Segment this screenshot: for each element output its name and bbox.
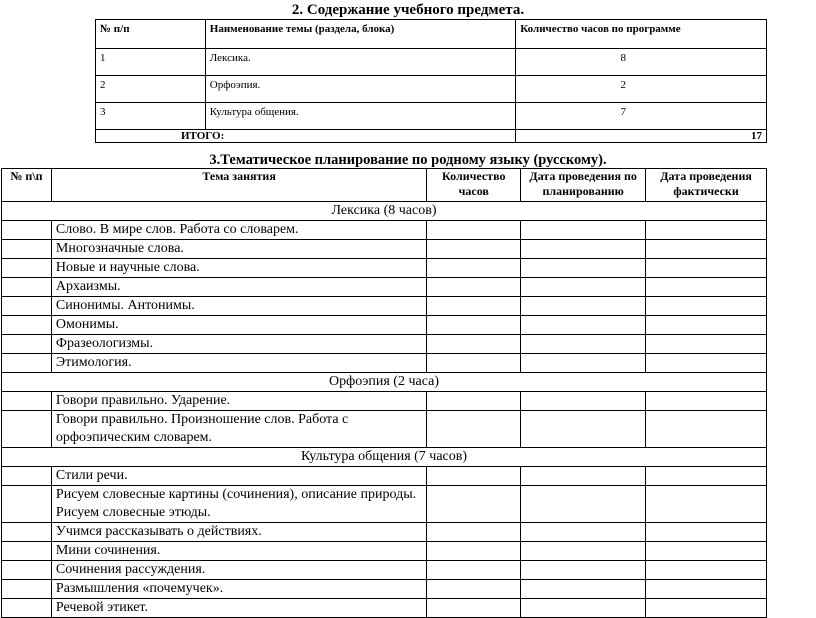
content-table	[95, 19, 767, 143]
row-number: 3	[96, 103, 206, 130]
row-name: Культура общения.	[205, 103, 515, 130]
section-3-title: 3.Тематическое планирование по родному языку (русскому).	[209, 152, 607, 168]
header-actual-date: Дата проведения фактически	[646, 169, 767, 202]
table-row	[2, 411, 767, 448]
lesson-topic: Рисуем словесные картины (сочинения), описание природы. Рисуем словесные этюды.	[51, 486, 426, 523]
lesson-topic: Фразеологизмы.	[51, 335, 426, 354]
planning-table	[1, 168, 767, 618]
lesson-topic: Омонимы.	[51, 316, 426, 335]
header-lesson-topic: Тема занятия	[51, 169, 426, 202]
row-name: Орфоэпия.	[205, 76, 515, 103]
total-value: 17	[516, 130, 767, 143]
lesson-topic: Многозначные слова.	[51, 240, 426, 259]
total-label: ИТОГО:	[96, 130, 516, 143]
lesson-topic: Мини сочинения.	[51, 542, 426, 561]
lesson-topic: Этимология.	[51, 354, 426, 373]
lesson-topic: Слово. В мире слов. Работа со словарем.	[51, 221, 426, 240]
lesson-topic: Говори правильно. Произношение слов. Работа с орфоэпическим словарем.	[51, 411, 426, 448]
row-number: 1	[96, 49, 206, 76]
section-title: Культура общения (7 часов)	[2, 448, 767, 467]
lesson-topic: Учимся рассказывать о действиях.	[51, 523, 426, 542]
table-row	[2, 259, 767, 278]
header-topic-name: Наименование темы (раздела, блока)	[205, 20, 515, 49]
section-2-title: 2. Содержание учебного предмета.	[291, 2, 525, 18]
table-row	[2, 335, 767, 354]
header-hours: Количество часов по программе	[516, 20, 767, 49]
table-row	[2, 240, 767, 259]
table-row	[2, 523, 767, 542]
lesson-topic: Новые и научные слова.	[51, 259, 426, 278]
table-row	[2, 599, 767, 618]
section-title: Лексика (8 часов)	[2, 202, 767, 221]
table-row	[2, 392, 767, 411]
table-row	[2, 561, 767, 580]
row-name: Лексика.	[205, 49, 515, 76]
table-row	[2, 354, 767, 373]
table-row	[96, 103, 767, 130]
table-row	[2, 316, 767, 335]
lesson-topic: Сочинения рассуждения.	[51, 561, 426, 580]
table-row	[96, 49, 767, 76]
table-row	[2, 580, 767, 599]
row-hours: 8	[516, 49, 767, 76]
table-row	[2, 486, 767, 523]
section-title: Орфоэпия (2 часа)	[2, 373, 767, 392]
lesson-topic: Стили речи.	[51, 467, 426, 486]
table-row	[2, 467, 767, 486]
content-table-header	[96, 20, 767, 49]
lesson-topic: Размышления «почемучек».	[51, 580, 426, 599]
table-row	[2, 278, 767, 297]
lesson-topic: Синонимы. Антонимы.	[51, 297, 426, 316]
lesson-topic: Архаизмы.	[51, 278, 426, 297]
section-row	[2, 448, 767, 467]
header-planned-date: Дата проведения по планированию	[521, 169, 646, 202]
table-row	[2, 297, 767, 316]
lesson-topic: Говори правильно. Ударение.	[51, 392, 426, 411]
lesson-topic: Речевой этикет.	[51, 599, 426, 618]
planning-table-header	[2, 169, 767, 202]
header-number: № п\п	[2, 169, 52, 202]
row-hours: 2	[516, 76, 767, 103]
row-number: 2	[96, 76, 206, 103]
section-row	[2, 373, 767, 392]
row-hours: 7	[516, 103, 767, 130]
header-hours: Количество часов	[427, 169, 521, 202]
table-row	[96, 76, 767, 103]
section-row	[2, 202, 767, 221]
header-number: № п/п	[96, 20, 206, 49]
table-row	[2, 542, 767, 561]
table-row	[2, 221, 767, 240]
total-row	[96, 130, 767, 143]
